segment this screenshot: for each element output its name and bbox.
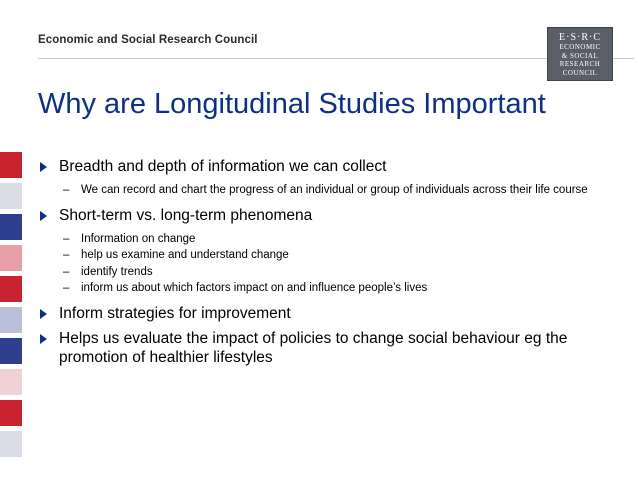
stripe bbox=[0, 276, 22, 302]
sub-bullet-item bbox=[40, 231, 620, 248]
stripe bbox=[0, 369, 22, 395]
logo-line: RESEARCH bbox=[559, 60, 601, 68]
bullet-item bbox=[40, 329, 620, 367]
dash-icon: – bbox=[63, 282, 70, 294]
bullet-text: Short-term vs. long-term phenomena bbox=[59, 206, 313, 224]
sub-bullet-text: inform us about which factors impact on and influence people’s lives bbox=[81, 282, 428, 294]
dash-icon: – bbox=[63, 265, 70, 278]
sub-bullet-item bbox=[40, 247, 620, 264]
logo-line: & SOCIAL bbox=[561, 51, 599, 60]
logo-line: COUNCIL bbox=[562, 68, 598, 77]
bullet-text: Breadth and depth of information we can collect bbox=[59, 158, 387, 175]
sub-bullet-list bbox=[40, 231, 620, 297]
stripe bbox=[0, 214, 22, 240]
sub-bullet-item bbox=[40, 264, 620, 281]
sub-bullet-item bbox=[40, 280, 620, 297]
bullet-text: Helps us evaluate the impact of policies to change social behaviour eg the promotion of healthier lifestyles bbox=[59, 329, 568, 366]
stripe bbox=[0, 431, 22, 457]
sub-bullet-text: Information on change bbox=[81, 232, 196, 245]
dash-icon: – bbox=[63, 232, 70, 245]
stripe bbox=[0, 152, 22, 178]
decorative-stripes bbox=[0, 152, 22, 462]
dash-icon: – bbox=[63, 184, 70, 196]
stripe bbox=[0, 245, 22, 271]
bullet-arrow-icon bbox=[40, 309, 47, 319]
esrc-logo bbox=[547, 27, 613, 81]
org-name: Economic and Social Research Council bbox=[38, 34, 258, 46]
bullet-item bbox=[40, 157, 620, 176]
sub-bullet-text: help us examine and understand change bbox=[81, 249, 289, 261]
bullet-item bbox=[40, 206, 620, 225]
sub-bullet-list bbox=[40, 182, 620, 199]
stripe bbox=[0, 183, 22, 209]
sub-bullet-text: identify trends bbox=[81, 265, 153, 278]
header-divider bbox=[38, 58, 634, 59]
sub-bullet-item bbox=[40, 182, 620, 199]
bullet-arrow-icon bbox=[40, 162, 47, 172]
logo-main-text: E·S·R·C bbox=[559, 32, 601, 43]
bullet-arrow-icon bbox=[40, 211, 47, 221]
stripe bbox=[0, 338, 22, 364]
bullet-arrow-icon bbox=[40, 334, 47, 344]
logo-line: ECONOMIC bbox=[559, 43, 601, 51]
bullet-list bbox=[40, 157, 620, 373]
dash-icon: – bbox=[63, 249, 70, 261]
bullet-text: Inform strategies for improvement bbox=[59, 304, 291, 322]
stripe bbox=[0, 307, 22, 333]
sub-bullet-text: We can record and chart the progress of an individual or group of individuals across their life course bbox=[81, 184, 588, 196]
slide-title: Why are Longitudinal Studies Important bbox=[38, 88, 546, 120]
bullet-item bbox=[40, 304, 620, 323]
stripe bbox=[0, 400, 22, 426]
